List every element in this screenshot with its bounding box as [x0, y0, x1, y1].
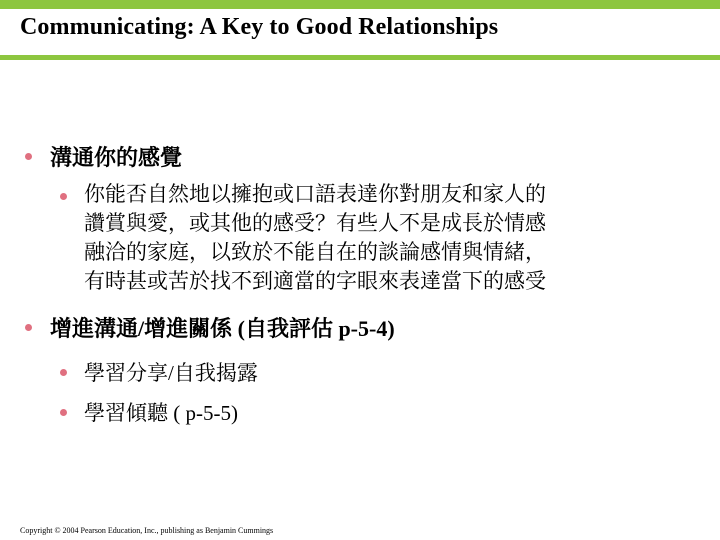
bullet-dot	[60, 193, 67, 200]
top-accent-bar	[0, 0, 720, 9]
copyright-footer: Copyright © 2004 Pearson Education, Inc., publishing as Benjamin Cummings	[20, 526, 274, 535]
bullet-dot	[60, 369, 67, 376]
bullet-dot	[25, 324, 32, 331]
bullet-dot	[25, 153, 32, 160]
bullet-1-sub-text: 你能否自然地以擁抱或口語表達你對朋友和家人的 讚賞與愛，或其他的感受？有些人不是成長於情感 融洽的家庭，以致於不能自在的談論感情與情緒， 有時甚或苦於找不到適當的字眼來表達當下的感受	[84, 182, 546, 293]
bullet-1-text: 溝通你的感覺	[50, 145, 183, 170]
title-divider	[0, 55, 720, 60]
bullet-dot	[60, 409, 67, 416]
bullet-2-text: 增進溝通/增進關係 (自我評估 p-5-4)	[50, 316, 395, 341]
slide-title: Communicating: A Key to Good Relationships	[20, 14, 499, 40]
bullet-2-sub-1-text: 學習分享/自我揭露	[84, 361, 258, 385]
bullet-2-sub-2-text: 學習傾聽 ( p-5-5)	[84, 401, 238, 425]
